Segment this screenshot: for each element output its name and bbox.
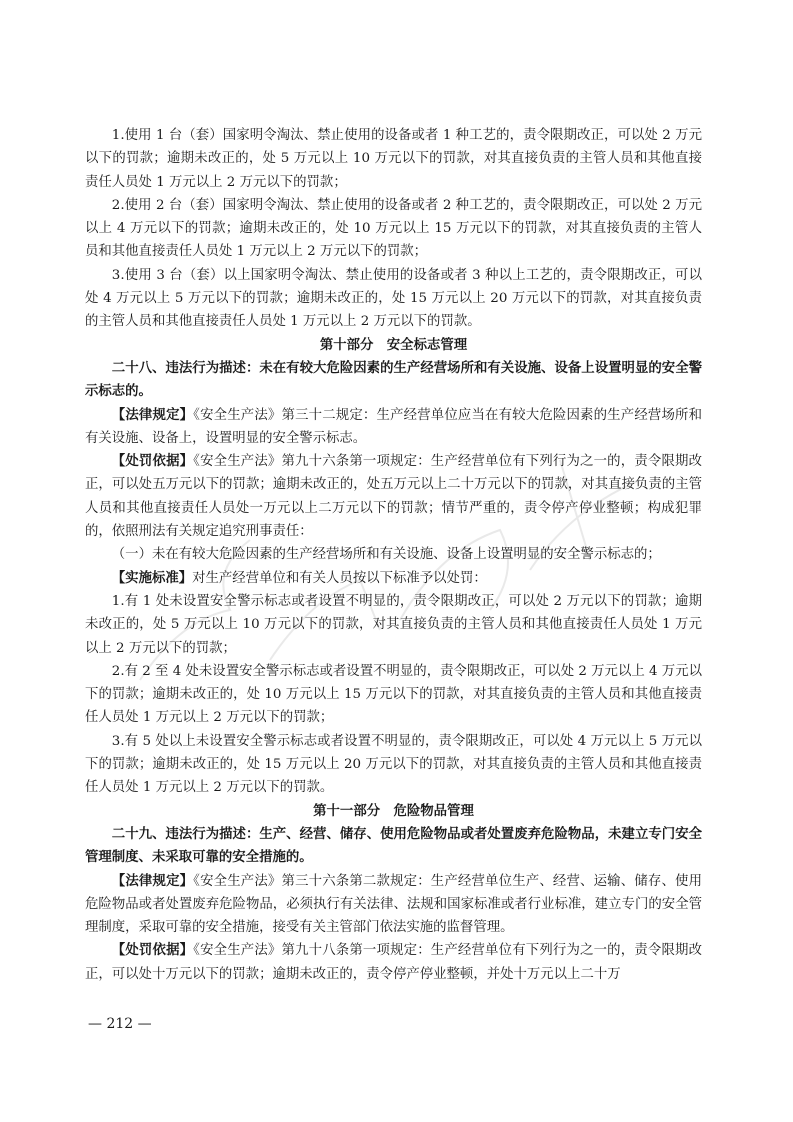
page-number: — 212 — (88, 1016, 152, 1032)
law-text: 《安全生产法》第三十六条第二款规定：生产经营单位生产、经营、运输、储存、使用危险物品或者处置废弃危险物品，必须执行有关法律、法规和国家标准或者行业标准，建立专门的安全管理制度，采取可靠的安全措施，接受有关主管部门依法实施的监督管理。 (85, 873, 702, 936)
penalty-text: 《安全生产法》第九十八条第一项规定：生产经营单位有下列行为之一的，责令限期改正，可以处十万元以下的罚款；逾期未改正的，责令停产停业整顿，并处十万元以上二十万 (85, 943, 702, 982)
rule-item: 3.有 5 处以上未设置安全警示标志或者设置不明显的，责令限期改正，可以处 4 万元以上 5 万元以下的罚款；逾期未改正的，处 15 万元以上 20 万元以下的罚款，对其直接负责的主管人员和其他直接责任人员处 1 万元以上 2 万元以下的罚款。 (85, 733, 702, 796)
rule-item: 2.有 2 至 4 处未设置安全警示标志或者设置不明显的，责令限期改正，可以处 2 万元以上 4 万元以下的罚款；逾期未改正的，处 10 万元以上 15 万元以下的罚款，对其直接负责的主管人员和其他直接责任人员处 1 万元以上 2 万元以下的罚款； (85, 663, 702, 726)
paragraph: 2.使用 2 台（套）国家明令淘汰、禁止使用的设备或者 2 种工艺的，责令限期改正，可以处 2 万元以上 4 万元以下的罚款；逾期未改正的，处 10 万元以上 15 万元以下的罚款，对其直接负责的主管人员和其他直接责任人员处 1 万元以上 2 万元以下的罚款； (85, 197, 702, 260)
rule-item: 1.有 1 处未设置安全警示标志或者设置不明显的，责令限期改正，可以处 2 万元以下的罚款；逾期未改正的，处 5 万元以上 10 万元以下的罚款，对其直接负责的主管人员和其他直接责任人员处 1 万元以上 2 万元以下的罚款； (85, 593, 702, 656)
paragraph: 3.使用 3 台（套）以上国家明令淘汰、禁止使用的设备或者 3 种以上工艺的，责令限期改正，可以处 4 万元以上 5 万元以下的罚款；逾期未改正的，处 15 万元以上 20 万元以下的罚款，对其直接负责的主管人员和其他直接责任人员处 1 万元以上 2 万元以下的罚款。 (85, 267, 702, 330)
violation-description: 二十九、违法行为描述：生产、经营、储存、使用危险物品或者处置废弃危险物品，未建立专门安全管理制度、未采取可靠的安全措施的。 (85, 825, 702, 866)
law-tag: 【法律规定】 (111, 406, 194, 423)
standard-text: 对生产经营单位和有关人员按以下标准予以处罚： (192, 570, 487, 586)
law-provision (85, 870, 702, 940)
document-body (85, 124, 702, 986)
violation-description: 二十八、违法行为描述：未在有较大危险因素的生产经营场所和有关设施、设备上设置明显的安全警示标志的。 (85, 359, 702, 400)
law-provision (85, 404, 702, 451)
implementation-standard (85, 567, 702, 590)
penalty-tag: 【处罚依据】 (111, 453, 194, 470)
penalty-text: 《安全生产法》第九十六条第一项规定：生产经营单位有下列行为之一的，责令限期改正，可以处五万元以下的罚款；逾期未改正的，处五万元以上二十万元以下的罚款，对其直接负责的主管人员和其他直接责任人员处一万元以上二万元以下的罚款；情节严重的，责令停产停业整顿；构成犯罪的，依照刑法有关规定追究刑事责任： (85, 454, 702, 540)
list-item: （一）未在有较大危险因素的生产经营场所和有关设施、设备上设置明显的安全警示标志的； (111, 547, 661, 563)
penalty-tag: 【处罚依据】 (111, 942, 194, 959)
section-heading: 第十一部分 危险物品管理 (313, 802, 474, 819)
standard-tag: 【实施标准】 (111, 569, 193, 586)
section-heading: 第十部分 安全标志管理 (319, 336, 468, 353)
penalty-basis (85, 450, 702, 543)
paragraph: 1.使用 1 台（套）国家明令淘汰、禁止使用的设备或者 1 种工艺的，责令限期改正，可以处 2 万元以下的罚款；逾期未改正的，处 5 万元以上 10 万元以下的罚款，对其直接负责的主管人员和其他直接责任人员处 1 万元以上 2 万元以下的罚款； (85, 128, 702, 190)
law-tag: 【法律规定】 (111, 872, 194, 889)
law-text: 《安全生产法》第三十二规定：生产经营单位应当在有较大危险因素的生产经营场所和有关设施、设备上，设置明显的安全警示标志。 (85, 407, 702, 446)
penalty-basis (85, 939, 702, 986)
